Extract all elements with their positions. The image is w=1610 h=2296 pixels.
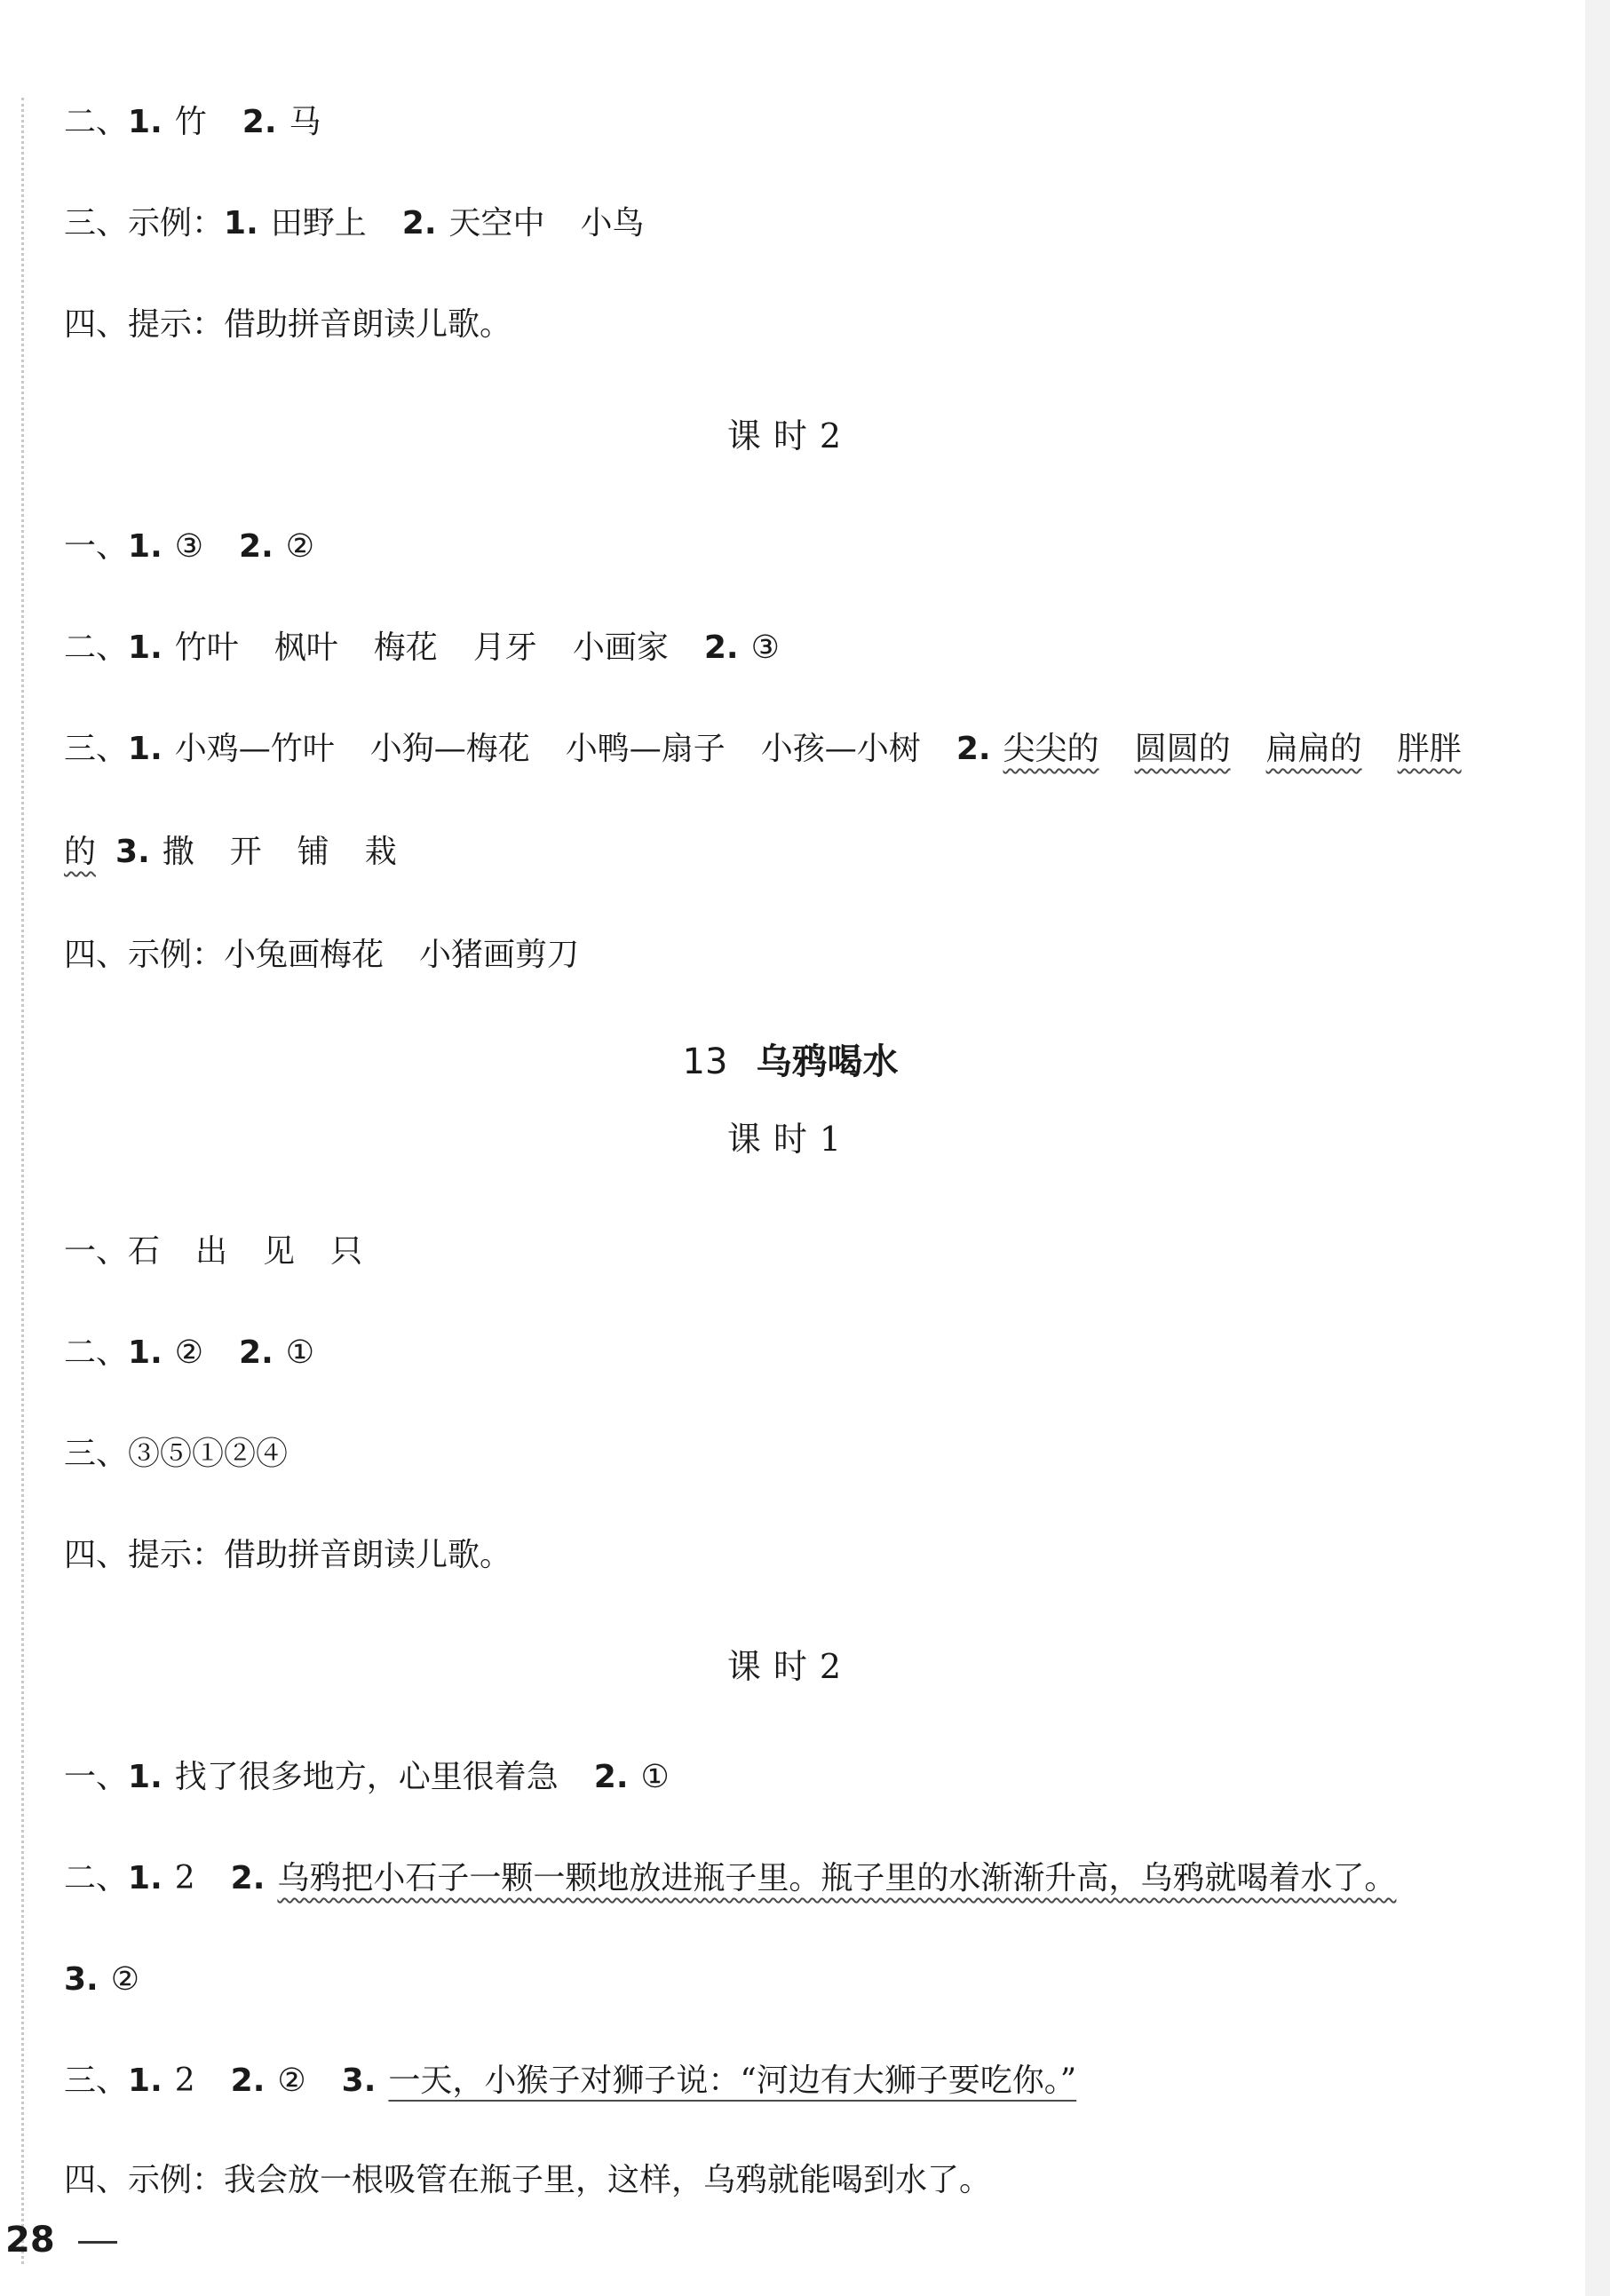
answer-line: 三、1. 2 2. ② 3. 一天，小猴子对狮子说：“河边有大狮子要吃你。” <box>64 2062 1077 2099</box>
answer-line: 二、1. ② 2. ① <box>64 1334 315 1371</box>
answer-line: 二、1. 2 2. 乌鸦把小石子一颗一颗地放进瓶子里。瓶子里的水渐渐升高，乌鸦就喝着水了。 <box>64 1860 1397 1896</box>
section-heading: 课时2 <box>726 416 854 455</box>
answer-line: 四、示例：小兔画梅花 小猪画剪刀 <box>64 937 580 973</box>
answer-line: 的 3. 撒 开 铺 栽 <box>64 834 397 870</box>
page-number: 28 <box>5 2220 55 2260</box>
answer-line: 四、提示：借助拼音朗读儿歌。 <box>64 306 512 343</box>
answer-line: 3. ② <box>64 1961 140 1998</box>
answer-line: 二、1. 竹叶 枫叶 梅花 月牙 小画家 2. ③ <box>64 629 780 666</box>
page-number-dash <box>78 2241 117 2244</box>
answer-line: 二、1. 竹 2. 马 <box>64 104 321 140</box>
answer-line: 三、③⑤①②④ <box>64 1436 289 1472</box>
section-heading: 课时2 <box>726 1647 854 1686</box>
answer-line: 四、提示：借助拼音朗读儿歌。 <box>64 1537 512 1573</box>
answer-line: 三、示例：1. 田野上 2. 天空中 小鸟 <box>64 205 645 241</box>
section-heading: 课时1 <box>726 1120 854 1159</box>
lesson-title: 13 乌鸦喝水 <box>682 1041 899 1082</box>
page-edge-shade <box>1585 0 1610 2296</box>
answer-line: 三、1. 小鸡—竹叶 小狗—梅花 小鸭—扇子 小孩—小树 2. 尖尖的 圆圆的 扁扁的 胖胖 <box>64 731 1462 767</box>
answer-line: 一、1. 找了很多地方，心里很着急 2. ① <box>64 1759 670 1795</box>
answer-line: 一、1. ③ 2. ② <box>64 528 315 565</box>
answer-line: 四、示例：我会放一根吸管在瓶子里，这样，乌鸦就能喝到水了。 <box>64 2162 992 2198</box>
answer-line: 一、石 出 见 只 <box>64 1233 363 1270</box>
